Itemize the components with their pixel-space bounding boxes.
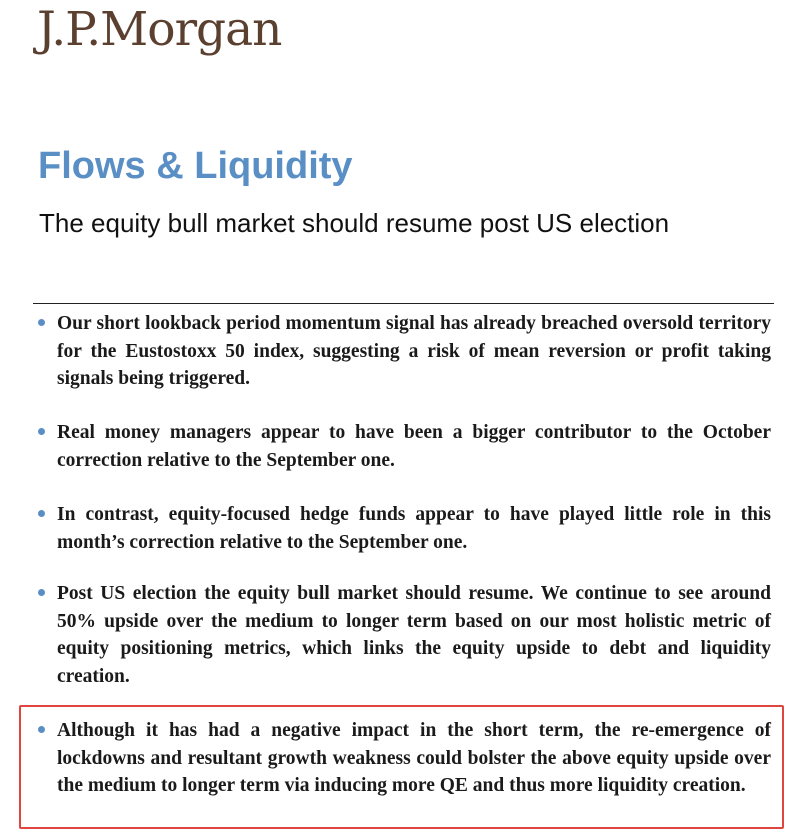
bullet-dot-icon <box>38 589 45 596</box>
bullet-dot-icon <box>38 428 45 435</box>
page-title: Flows & Liquidity <box>38 145 353 187</box>
page-subtitle: The equity bull market should resume post US election <box>39 208 670 238</box>
bullet-dot-icon <box>38 319 45 326</box>
bullet-dot-icon <box>38 510 45 517</box>
bullet-item <box>38 580 771 690</box>
bullet-text: Real money managers appear to have been a bigger contributor to the October correction relative to the September one. <box>57 422 771 471</box>
bullet-item <box>38 310 771 393</box>
bullet-text: Although it has had a negative impact in the short term, the re-emergence of lockdowns and resultant growth weakness could bolster the above equity upside over the medium to longer term via inducing more QE and thus more liquidity creation. <box>57 720 771 796</box>
bullet-text: Our short lookback period momentum signal has already breached oversold territory for the Eustostoxx 50 index, suggesting a risk of mean reversion or profit taking signals being triggered. <box>57 313 771 389</box>
bullet-item <box>38 419 771 474</box>
section-divider <box>33 303 774 304</box>
jpmorgan-logo: J.P.Morgan <box>37 2 282 57</box>
bullet-text: In contrast, equity-focused hedge funds appear to have played little role in this month’s correction relative to the September one. <box>57 504 771 553</box>
highlighted-bullet-item <box>38 717 771 800</box>
bullet-item <box>38 501 771 556</box>
bullet-dot-icon <box>38 726 45 733</box>
bullet-text: Post US election the equity bull market should resume. We continue to see around 50% upside over the medium to longer term based on our most holistic metric of equity positioning metrics, which links the equity upside to debt and liquidity creation. <box>57 583 771 687</box>
